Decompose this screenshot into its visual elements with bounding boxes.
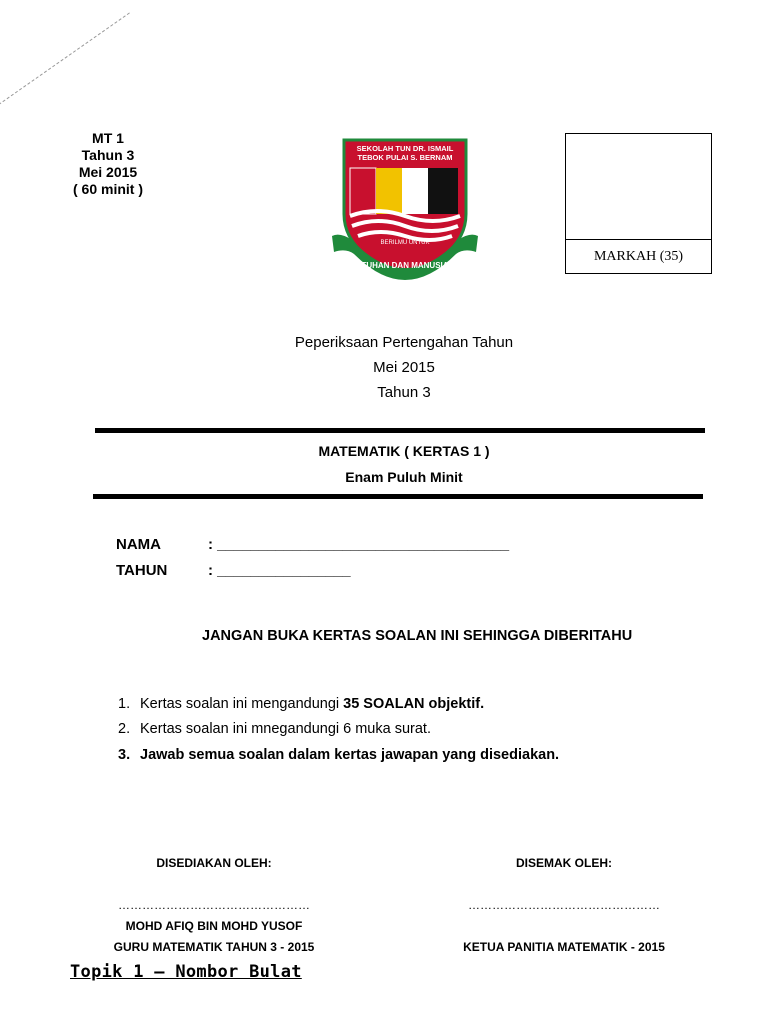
instruction-3: 3. Jawab semua soalan dalam kertas jawapan yang disediakan.	[118, 747, 560, 763]
prepared-by-name: MOHD AFIQ BIN MOHD YUSOF	[125, 919, 303, 933]
subject-name: MATEMATIK ( KERTAS 1 )	[318, 443, 490, 459]
checked-by-role: KETUA PANITIA MATEMATIK - 2015	[463, 940, 665, 954]
nama-field[interactable]: : ___________________________________	[208, 536, 510, 553]
checked-by-signature-line: …………………………………………	[468, 898, 660, 912]
prepared-by-role: GURU MATEMATIK TAHUN 3 - 2015	[113, 940, 315, 954]
prepared-by-heading: DISEDIAKAN OLEH:	[156, 856, 272, 870]
instruction-2: 2. Kertas soalan ini mnegandungi 6 muka surat.	[118, 721, 431, 737]
school-crest-logo	[330, 136, 480, 282]
marks-box	[565, 133, 712, 274]
topic-heading: Topik 1 – Nombor Bulat	[70, 962, 302, 982]
top-divider	[95, 428, 705, 433]
crest-motto: TUHAN DAN MANUSIA	[361, 261, 449, 270]
exam-title: Peperiksaan Pertengahan Tahun	[294, 334, 514, 351]
crest-school-name: SEKOLAH TUN DR. ISMAIL	[356, 144, 454, 153]
tahun-field[interactable]: : ________________	[208, 562, 351, 579]
exam-month: Mei 2015	[373, 359, 435, 376]
crest-school-location: TEBOK PULAI S. BERNAM	[357, 153, 453, 162]
exam-date: Mei 2015	[78, 164, 138, 180]
exam-class: Tahun 3	[81, 147, 135, 163]
exam-duration: ( 60 minit )	[72, 181, 143, 197]
checked-by-heading: DISEMAK OLEH:	[516, 856, 612, 870]
bottom-divider	[93, 494, 703, 499]
subject-time: Enam Puluh Minit	[345, 469, 463, 485]
exam-meta	[60, 130, 156, 198]
exam-year-class: Tahun 3	[377, 384, 431, 401]
tahun-label: TAHUN	[116, 562, 168, 579]
instruction-1: 1. Kertas soalan ini mengandungi 35 SOALAN objektif.	[118, 696, 485, 712]
fold-line	[0, 12, 130, 110]
warning-notice: JANGAN BUKA KERTAS SOALAN INI SEHINGGA DIBERITAHU	[202, 628, 633, 644]
exam-code: MT 1	[92, 130, 124, 146]
prepared-by-signature-line: …………………………………………	[118, 898, 310, 912]
crest-motto-small: BERILMU UNTUK	[380, 240, 430, 246]
marks-label: MARKAH (35)	[566, 239, 711, 273]
nama-label: NAMA	[116, 536, 161, 553]
